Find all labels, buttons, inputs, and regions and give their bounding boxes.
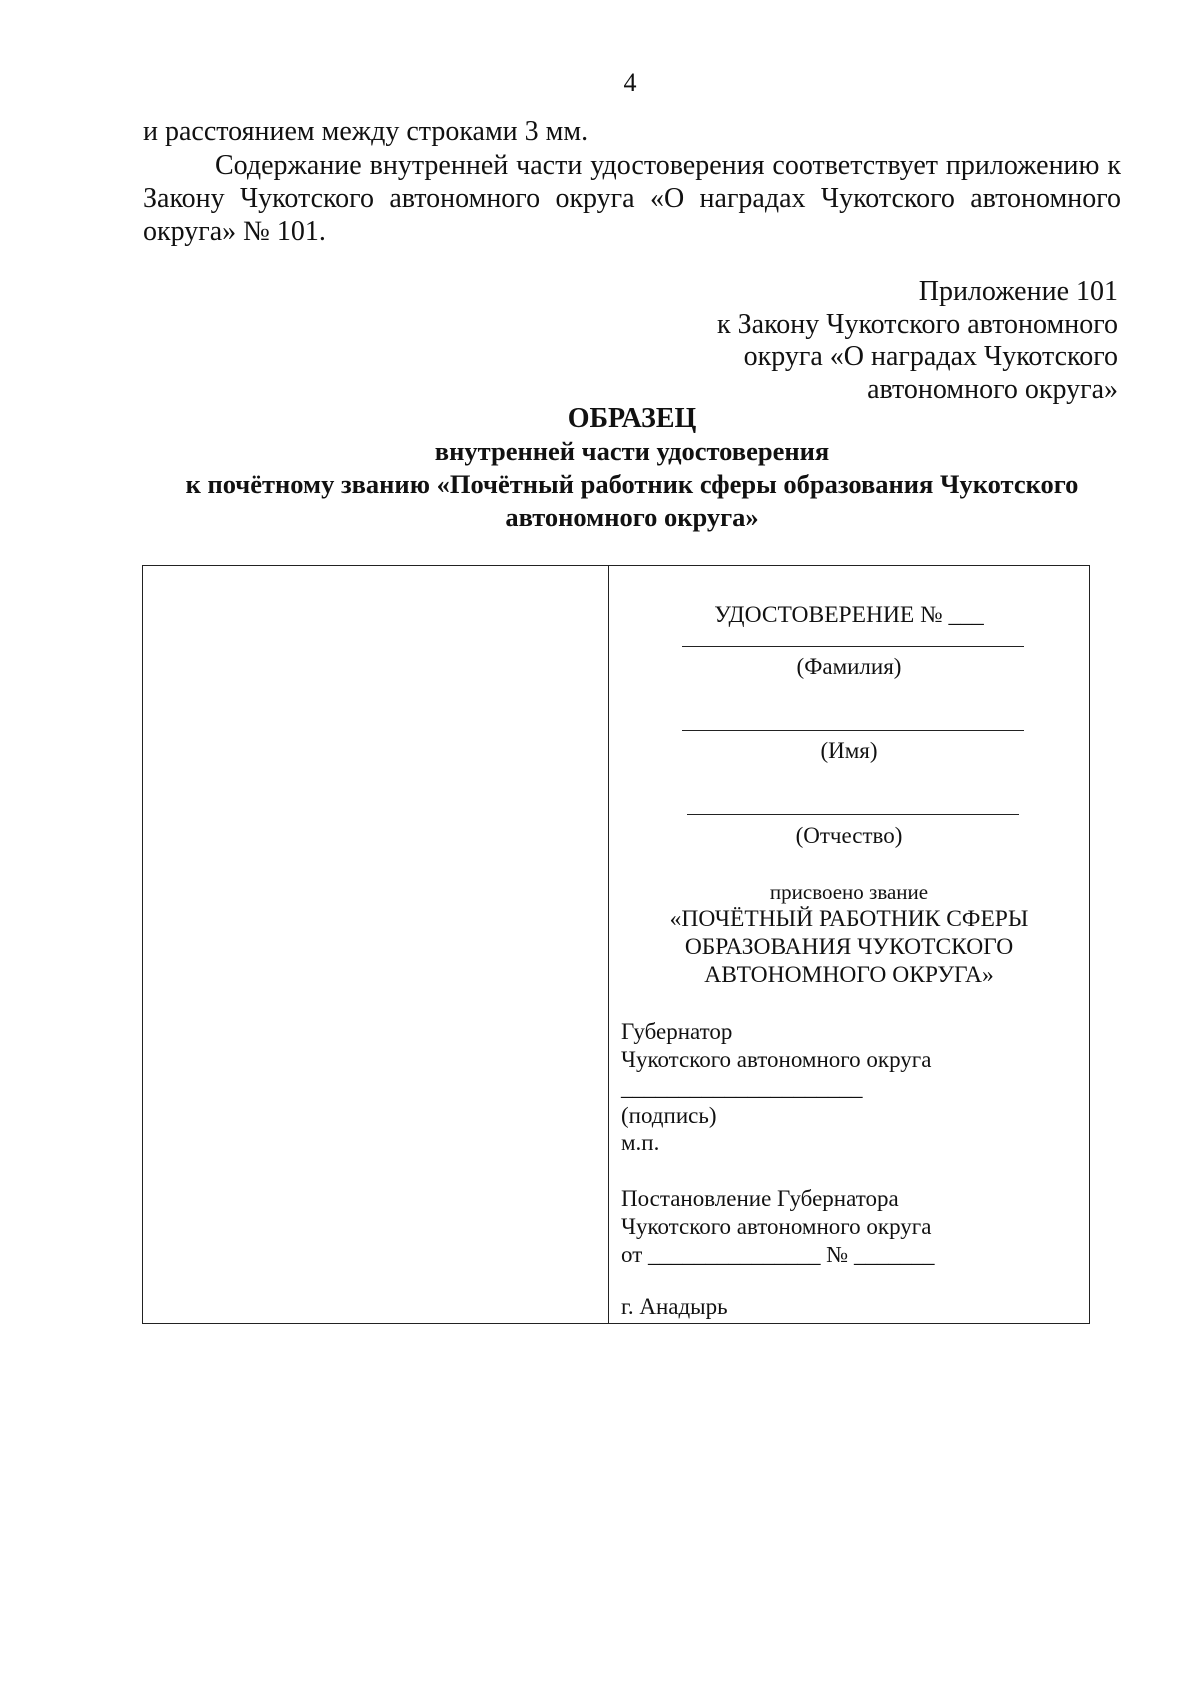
name-blank-line [682, 730, 1024, 731]
appendix-reference [558, 276, 1118, 406]
appendix-line-1: Приложение 101 [918, 276, 1118, 307]
seal-label: м.п. [621, 1130, 660, 1155]
sample-subtitle-line-1: внутренней части удостоверения [434, 436, 830, 466]
governor-line-1: Губернатор [621, 1019, 733, 1044]
governor-line-2: Чукотского автономного округа [621, 1047, 932, 1072]
sample-subtitle-line-2: к почётному званию «Почётный работник сферы образования Чукотского [185, 469, 1079, 499]
paragraph-1: и расстоянием между строками 3 мм. [143, 116, 589, 147]
decree-line-2: Чукотского автономного округа [621, 1214, 932, 1239]
patronymic-label: (Отчество) [795, 823, 903, 848]
paragraph-continuation [143, 115, 1121, 148]
sample-subtitle-line-3: автономного округа» [505, 502, 759, 532]
certificate-title: УДОСТОВЕРЕНИЕ № ___ [714, 602, 984, 628]
certificate-left-page [143, 566, 609, 1323]
city-label: г. Анадырь [621, 1294, 728, 1319]
patronymic-blank-line [687, 814, 1019, 815]
appendix-line-3: округа «О наградах Чукотского [743, 341, 1118, 372]
signature-label: (подпись) [621, 1103, 717, 1128]
paragraph-2: Содержание внутренней части удостоверения соответствует приложению к Закону Чукотского автономного округа «О наградах Чукотского автономного округа» № 101. [143, 150, 1121, 247]
signature-blank: _____________________ [621, 1075, 863, 1100]
decree-line-1: Постановление Губернатора [621, 1186, 899, 1211]
name-label: (Имя) [820, 738, 878, 763]
sample-title [143, 402, 1121, 534]
appendix-line-2: к Закону Чукотского автономного [717, 308, 1118, 340]
awarded-text: присвоено звание [769, 880, 929, 904]
rank-line-1: «ПОЧЁТНЫЙ РАБОТНИК СФЕРЫ [669, 906, 1029, 932]
rank-line-3: АВТОНОМНОГО ОКРУГА» [704, 962, 994, 988]
surname-blank-line [682, 646, 1024, 647]
page-number: 4 [623, 68, 637, 97]
surname-label: (Фамилия) [796, 654, 902, 679]
sample-heading: ОБРАЗЕЦ [567, 403, 697, 434]
paragraph-content [143, 149, 1121, 248]
decree-date-line: от _______________ № _______ [621, 1242, 935, 1267]
appendix-line-4: автономного округа» [867, 373, 1118, 405]
rank-line-2: ОБРАЗОВАНИЯ ЧУКОТСКОГО [684, 934, 1014, 960]
certificate-right-page [609, 566, 1089, 1323]
certificate-sample-table [142, 565, 1090, 1324]
